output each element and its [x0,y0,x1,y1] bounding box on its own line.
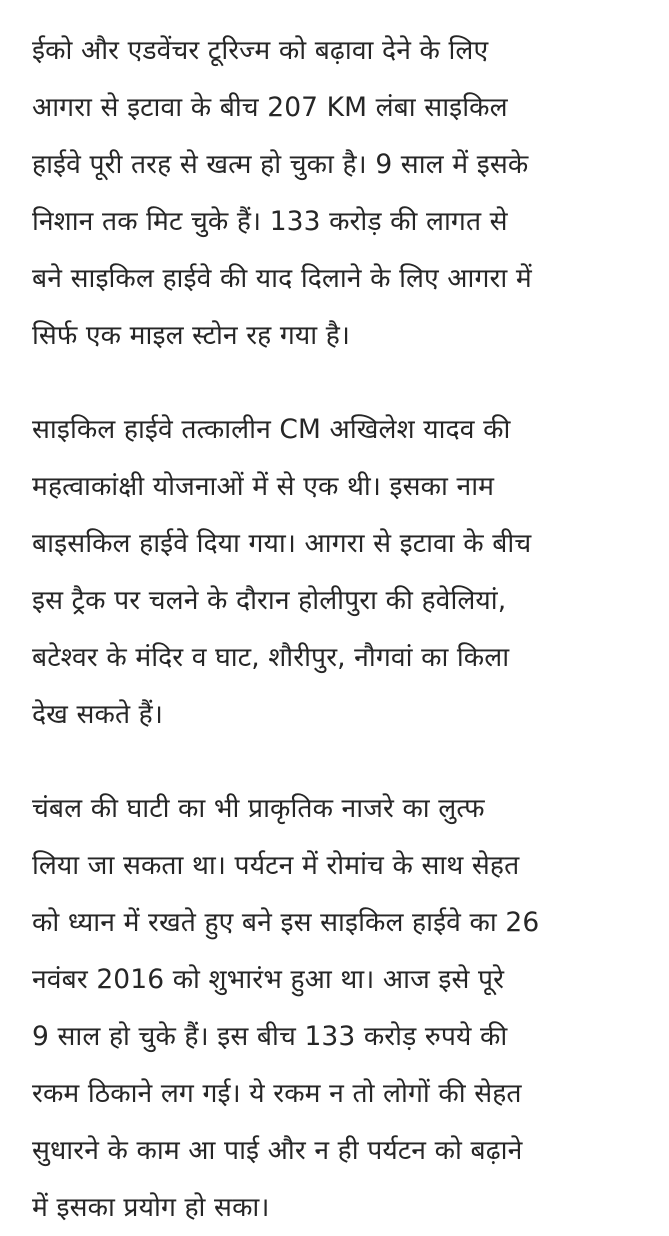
paragraph-1 [32,22,659,364]
text-line: को ध्यान में रखते हुए बने इस साइकिल हाईवे का 26 [32,907,540,938]
text-line: आगरा से इटावा के बीच 207 KM लंबा साइकिल [32,92,508,123]
paragraph-3 [32,780,659,1236]
paragraph-2 [32,401,659,743]
text-line: देख सकते हैं। [32,699,163,730]
text-line: साइकिल हाईवे तत्कालीन CM अखिलेश यादव की [32,414,511,445]
text-line: बने साइकिल हाईवे की याद दिलाने के लिए आगरा में [32,263,532,294]
text-line: सिर्फ एक माइल स्टोन रह गया है। [32,320,351,351]
text-line: बटेश्वर के मंदिर व घाट, शौरीपुर, नौगवां का किला [32,642,510,673]
paragraph-spacer [32,364,659,401]
text-line: निशान तक मिट चुके हैं। 133 करोड़ की लागत से [32,206,508,237]
text-line: 9 साल हो चुके हैं। इस बीच 133 करोड़ रुपये की [32,1021,508,1052]
text-line: महत्वाकांक्षी योजनाओं में से एक थी। इसका नाम [32,471,495,502]
text-line: बाइसकिल हाईवे दिया गया। आगरा से इटावा के बीच [32,528,532,559]
text-line: सुधारने के काम आ पाई और न ही पर्यटन को बढ़ाने [32,1135,523,1166]
text-line: ईको और एडवेंचर टूरिज्म को बढ़ावा देने के लिए [32,35,489,66]
text-line: लिया जा सकता था। पर्यटन में रोमांच के साथ सेहत [32,850,520,881]
text-line: इस ट्रैक पर चलने के दौरान होलीपुरा की हवेलियां, [32,585,507,616]
paragraph-spacer [32,743,659,780]
text-line: हाईवे पूरी तरह से खत्म हो चुका है। 9 साल में इसके [32,149,529,180]
text-line: नवंबर 2016 को शुभारंभ हुआ था। आज इसे पूरे [32,964,505,995]
text-line: में इसका प्रयोग हो सका। [32,1192,270,1223]
text-line: रकम ठिकाने लग गई। ये रकम न तो लोगों की सेहत [32,1078,522,1109]
text-line: चंबल की घाटी का भी प्राकृतिक नाजरे का लुत्फ [32,793,485,824]
